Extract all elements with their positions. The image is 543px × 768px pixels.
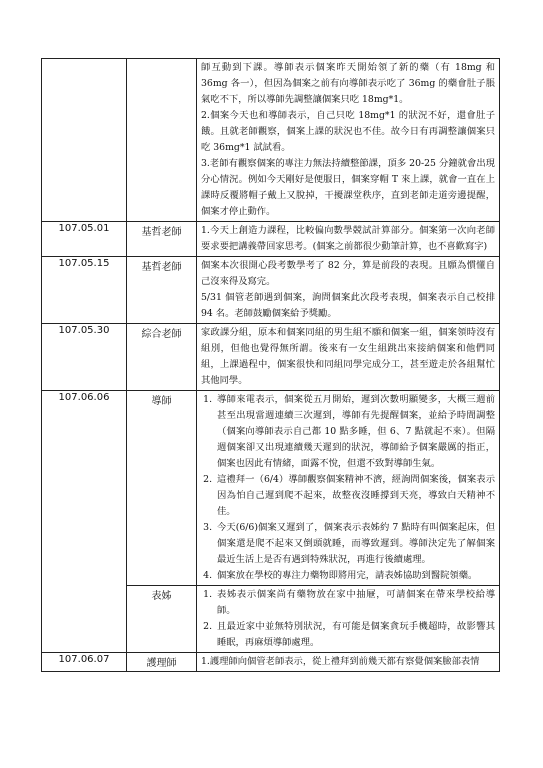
table-row: [42, 324, 500, 391]
list-item: 2. 這禮拜一（6/4）導師觀察個案精神不濟，經詢問個案後，個案表示因為怕自己遲到爬不起來，故整夜沒睡撐到天亮，導致白天精神不佳。: [215, 472, 495, 520]
numbered-list: [201, 587, 495, 651]
record-paragraph: 5/31 個管老師遇到個案，詢問個案此次段考表現，個案表示自己校排 94 名。老師鼓勵個案給予獎勵。: [201, 292, 495, 319]
recorder-cell: 表姊: [127, 586, 197, 653]
table-row: [42, 257, 500, 324]
record-paragraph: 2.個案今天也和導師表示，自己只吃 18mg*1 的狀況不好，還會肚子餓。且就老師觀察，個案上課的狀況也不佳。故今日有再調整讓個案只吃 36mg*1 試試看。: [201, 110, 495, 153]
case-record-table: [41, 58, 500, 672]
table-row: [42, 59, 500, 222]
record-paragraph: 家政課分組，原本和個案同組的男生組不願和個案一組，個案領時沒有組別，但他也覺得無所謂。後來有一女生組跳出來接納個案和他們同組，上課過程中，個案很快和同組同學完成分工，甚至遊走於各組幫忙其他同學。: [201, 327, 495, 386]
record-paragraph: 3.老師有觀察個案的專注力無法持續整節課，頂多 20-25 分鐘就會出現分心情況。例如今天剛好是便服日，個案穿帽 T 來上課，就會一直在上課時反覆將帽子戴上又脫掉，干擾課堂秩序，直到老師走道旁邊提醒，個案才停止動作。: [201, 158, 495, 217]
date-cell: 107.06.07: [42, 653, 127, 672]
recorder-cell: [127, 59, 197, 222]
content-cell: [197, 391, 500, 586]
recorder-cell: 導師: [127, 391, 197, 586]
date-cell: 107.05.15: [42, 257, 127, 324]
list-item: 3. 今天(6/6)個案又遲到了，個案表示表姊約 7 點時有叫個案起床，但個案還是爬不起來又倒頭就睡，而導致遲到。導師決定先了解個案最近生活上是否有遇到特殊狀況，再進行後續處理。: [215, 520, 495, 568]
date-cell: [42, 59, 127, 222]
table-row: [42, 222, 500, 257]
list-item: 1. 導師來電表示，個案從五月開始，遲到次數明顯變多，大概三週前甚至出現當週連續三次遲到，導師有先提醒個案，並給予時間調整（個案向導師表示自己都 10 點多睡，但 6、7 點就起不來）。但隔週個案卻又出現連續幾天遲到的狀況，導師給予個案嚴厲的指正，個案也因此有情緒，面露不悅，但還不致對導師生氣。: [215, 392, 495, 472]
content-cell: [197, 653, 500, 672]
table-row: [42, 391, 500, 586]
recorder-cell: 基哲老師: [127, 257, 197, 324]
recorder-cell: 護理師: [127, 653, 197, 672]
list-item: 2. 且最近家中並無特別狀況，有可能是個案貪玩手機超時，故影響其睡眠，再麻煩導師處理。: [215, 619, 495, 651]
recorder-cell: 基哲老師: [127, 222, 197, 257]
date-cell: 107.05.01: [42, 222, 127, 257]
record-paragraph: 1.今天上創造力課程，比較偏向數學競試計算部分。個案第一次向老師要求要把講義帶回家思考。(個案之前都很少動筆計算，也不喜歡寫字): [201, 225, 495, 252]
record-paragraph: 1.護理師向個管老師表示，從上禮拜到前幾天都有察覺個案臉部表情: [201, 656, 480, 667]
content-cell: [197, 222, 500, 257]
date-cell: 107.05.30: [42, 324, 127, 391]
record-paragraph: 師互動到下課。導師表示個案昨天開始領了新的藥（有 18mg 和 36mg 各一），但因為個案之前有向導師表示吃了 36mg 的藥會肚子脹氣吃不下，所以導師先調整讓個案只吃 18mg*1。: [201, 62, 495, 105]
record-paragraph: 個案本次很開心段考數學考了 82 分，算是前段的表現。且願為慣懂自己沒來得及寫完。: [201, 260, 495, 287]
content-cell: [197, 59, 500, 222]
date-cell: 107.06.06: [42, 391, 127, 653]
content-cell: [197, 586, 500, 653]
list-item: 4. 個案放在學校的專注力藥物即將用完，請表姊協助到醫院領藥。: [215, 568, 495, 584]
recorder-cell: 綜合老師: [127, 324, 197, 391]
numbered-list: [201, 392, 495, 584]
list-item: 1. 表姊表示個案尚有藥物放在家中抽屜，可請個案在帶來學校給導師。: [215, 587, 495, 619]
table-row: [42, 653, 500, 672]
content-cell: [197, 324, 500, 391]
content-cell: [197, 257, 500, 324]
